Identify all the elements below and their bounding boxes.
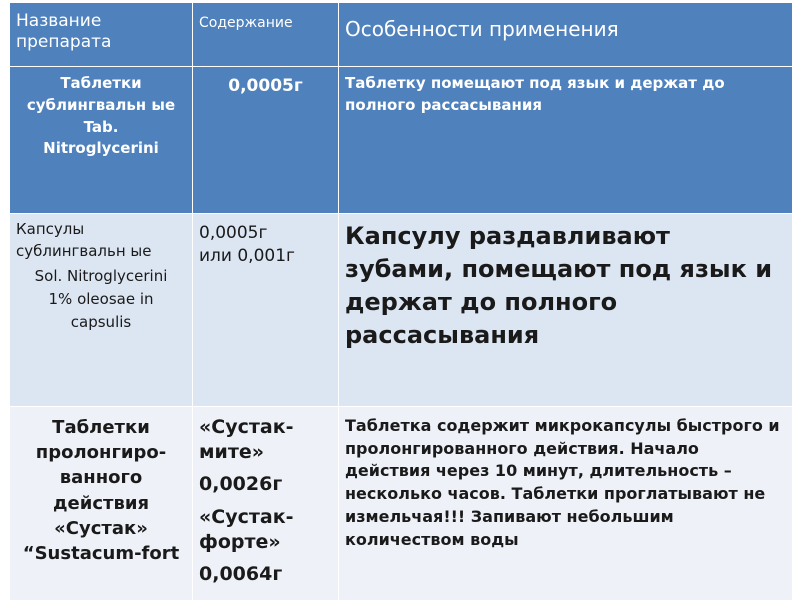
row2-name-line: Капсулы сублингвальн ые (16, 220, 152, 260)
row1-name-line: Tab. (83, 117, 119, 136)
row2-usage: Капсулу раздавливают зубами, помещают под язык и держат до полного рассасывания (339, 214, 793, 407)
row3-name-line: “Sustacum-fort (22, 542, 180, 564)
row2-latin-line: 1% oleosae in (48, 289, 154, 308)
row3-content-line: 0,0026г (199, 473, 283, 496)
table-header-row (10, 3, 793, 67)
table-row (10, 67, 793, 214)
row3-content-line: «Сустак-форте» (199, 506, 294, 553)
row3-content-line: «Сустак-мите» (199, 416, 294, 463)
row1-usage: Таблетку помещают под язык и держат до полного рассасывания (339, 67, 793, 214)
row1-content (193, 67, 339, 214)
header-usage: Особенности применения (339, 3, 793, 67)
row1-drug-name (10, 67, 193, 214)
row2-content-line: или 0,001г (199, 245, 295, 266)
row3-drug-name (10, 407, 193, 600)
drug-table (9, 2, 793, 600)
row2-content-line: 0,0005г (199, 223, 268, 243)
row1-name-line: Nitroglycerini (43, 139, 159, 158)
row2-content (193, 214, 339, 407)
row3-name-line: «Сустак» (54, 517, 148, 539)
row1-content-line: 0,0005г (228, 76, 303, 96)
row3-usage: Таблетка содержит микрокапсулы быстрого и пролонгированного действия. Начало действия через 10 минут, длительность – несколько часов. Таблетки проглатывают не измельчая!!! Запивают небольшим количеством воды (339, 407, 793, 600)
table-row (10, 407, 793, 600)
header-drug-name: Название препарата (10, 3, 193, 67)
row2-drug-name (10, 214, 193, 407)
row3-content (193, 407, 339, 600)
header-content: Содержание (193, 3, 339, 67)
row3-content-line: 0,0064г (199, 563, 283, 586)
row1-name-line: Таблетки сублингвальн ые (26, 74, 176, 114)
row2-latin-line: capsulis (70, 313, 132, 331)
row2-latin-line: Sol. Nitroglycerini (34, 266, 168, 285)
table-row (10, 214, 793, 407)
row3-name-line: Таблетки пролонгиро-ванного действия (35, 417, 167, 514)
